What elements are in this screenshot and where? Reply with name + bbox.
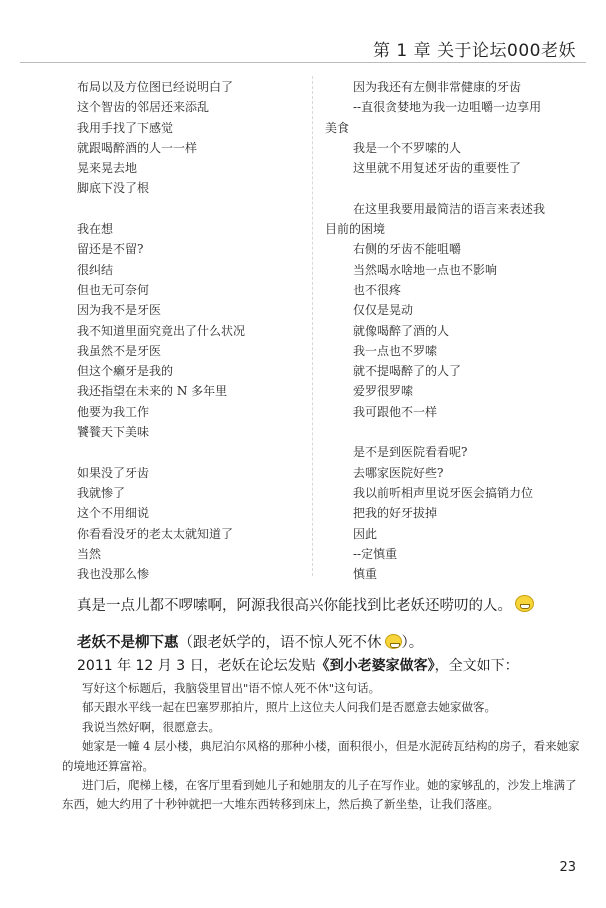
poem-line: 我还指望在未来的 N 多年里 (77, 384, 228, 399)
poem-line: 很纠结 (77, 262, 114, 277)
poem-line: 布局以及方位图已经说明白了 (77, 80, 234, 94)
poem-line: 就不提喝醉了的人了 (353, 364, 462, 379)
poem-line: 这个不用细说 (77, 506, 150, 521)
smile-emoji-icon (385, 634, 402, 649)
poem-line: 留还是不留? (77, 242, 144, 257)
post-paragraph: 写好这个标题后，我脑袋里冒出"语不惊人死不休"这句话。 (82, 681, 381, 695)
poem-line: 我可跟他不一样 (353, 404, 438, 419)
poem-line (77, 199, 297, 219)
poem-line: --定慎重 (353, 546, 398, 561)
intro-before: 2011 年 12 月 3 日，老妖在论坛发贴 (77, 658, 316, 674)
comment-text: 真是一点儿都不啰嗦啊，阿源我很高兴你能找到比老妖还唠叨的人。 (77, 598, 512, 614)
poem-line: 把我的好牙拔掉 (353, 506, 438, 521)
poem-line: 在这里我要用最简洁的语言来表述我 (353, 201, 546, 216)
running-header (373, 36, 576, 61)
poem-line: 但这个癞牙是我的 (77, 364, 174, 379)
poem-line: 我以前听相声里说牙医会搞销力位 (353, 485, 534, 500)
poem-line: 当然喝水啥地一点也不影响 (353, 262, 498, 277)
chapter-label: 第 1 章 (373, 41, 432, 61)
poem-line: 爱罗很罗嗦 (353, 384, 414, 399)
section-subhead (77, 631, 587, 652)
poem-line: 就像喝醉了酒的人 (353, 323, 450, 338)
poem-line: 我就惨了 (77, 485, 126, 500)
grin-emoji-icon (515, 595, 534, 612)
poem-line: 我不知道里面究竟出了什么状况 (77, 323, 246, 338)
poem-line: 你看看没牙的老太太就知道了 (77, 526, 234, 541)
post-paragraph: 她家是一幢 4 层小楼，典尼泊尔风格的那种小楼，面积很小，但是水泥砖瓦结构的房子，看来她家的境地还算富裕。 (62, 739, 580, 773)
poem-line: 右侧的牙齿不能咀嚼 (353, 242, 462, 257)
poem-line (325, 178, 575, 198)
poem-line: 去哪家医院好些? (353, 465, 444, 480)
poem-line: 就跟喝醉酒的人一一样 (77, 140, 198, 155)
subhead-close: ）。 (401, 635, 424, 651)
page-number: 23 (559, 860, 576, 875)
poem-line: 慎重 (353, 567, 378, 582)
post-paragraph: 郁天跟水平线一起在巴塞罗那拍片，照片上这位夫人问我们是否愿意去她家做客。 (82, 700, 496, 715)
post-paragraph: 进门后，爬梯上楼，在客厅里看到她儿子和她朋友的儿子在写作业。她的家够乱的，沙发上堆满了东西，她大约用了十秒钟就把一大堆东西转移到床上，然后换了新坐垫，让我们落座。 (62, 778, 577, 812)
poem-line: 因为我不是牙医 (77, 303, 162, 318)
column-divider (312, 76, 313, 576)
poem-line: 目前的困境 (325, 222, 386, 237)
intro-after: ，全文如下： (434, 658, 519, 674)
poem-line: --直很贪婪地为我一边咀嚼一边享用 (353, 100, 542, 115)
poem-line: 我是一个不罗嗦的人 (353, 140, 462, 155)
poem-line: 是不是到医院看看呢? (353, 445, 468, 460)
poem-line: 这个智齿的邻居还来添乱 (77, 100, 210, 115)
poem-line: 因为我还有左侧非常健康的牙齿 (353, 80, 522, 94)
poem-line: 美食 (325, 120, 350, 135)
poem-line: 饕餮天下美味 (77, 425, 150, 440)
poem-line (77, 442, 297, 462)
poem-line: 晃来晃去地 (77, 161, 138, 176)
subhead-aside: （跟老妖学的，语不惊人死不休 (178, 635, 382, 651)
post-paragraph: 我说当然好啊，很愿意去。 (82, 719, 220, 734)
poem-column-left (77, 77, 297, 584)
poem-line: 我在想 (77, 222, 114, 237)
subhead-bold: 老妖不是柳下惠 (77, 635, 179, 651)
editor-comment (77, 594, 577, 615)
poem-line: 也不很疼 (353, 282, 402, 297)
post-title: 《到小老婆家做客》 (315, 658, 435, 674)
poem-line (325, 422, 575, 442)
poem-line: 我也没那么惨 (77, 567, 150, 582)
poem-line: 这里就不用复述牙齿的重要性了 (353, 161, 522, 176)
poem-line: 我虽然不是牙医 (77, 343, 162, 358)
poem-line: 他要为我工作 (77, 404, 150, 419)
poem-line: 当然 (77, 546, 102, 561)
poem-line: 脚底下没了根 (77, 181, 150, 196)
poem-line: 如果没了牙齿 (77, 465, 150, 480)
poem-line: 我一点也不罗嗦 (353, 343, 438, 358)
post-body (62, 679, 587, 815)
poem-line: 仅仅是晃动 (353, 303, 414, 318)
poem-line: 但也无可奈何 (77, 282, 150, 297)
poem-column-right (325, 77, 575, 584)
chapter-title: 关于论坛000老妖 (437, 41, 576, 61)
header-rule (20, 62, 586, 63)
poem-line: 我用手找了下感觉 (77, 120, 174, 135)
poem-line: 因此 (353, 526, 378, 541)
post-intro (77, 655, 587, 675)
